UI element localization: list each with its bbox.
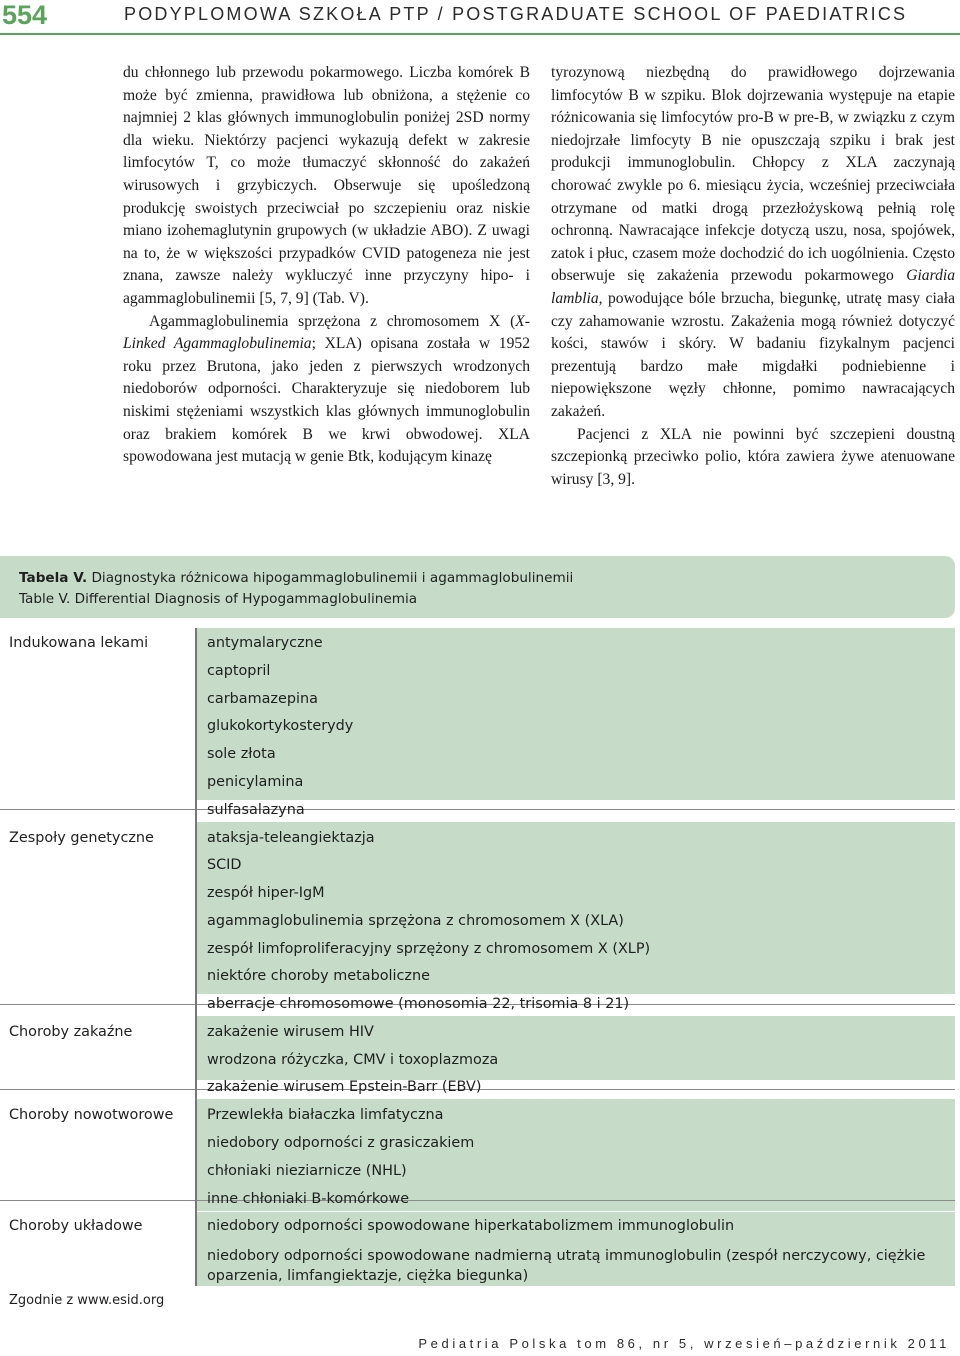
category-label: Choroby zakaźne (9, 1024, 133, 1040)
category-label: Choroby nowotworowe (9, 1107, 174, 1123)
paragraph-cvid: du chłonnego lub przewodu pokarmowego. Liczba komórek B może być zmienna, prawidłowa lub obniżona, a stężenie co najmniej 2 klas głównych immunoglobulin poniżej 2SD normy dla wieku. Niektórzy pacjenci wykazują defekt w zakresie limfocytów T, co może tłumaczyć skłonność do zakażeń wirusowych i grzybiczych. Obserwuje się upośledzoną produkcję swoistych przeciwciał po szczepieniu oraz niskie miano izohemaglutynin grupowych (w układzie ABO). Z uwagi na to, że w większości przypadków CVID patogeneza nie jest znana, zawsze należy wykluczyć inne przyczyny hipo- i agammaglobulinemii [5, 7, 9] (Tab. V). (123, 64, 530, 307)
table-item: zakażenie wirusem HIV (207, 1024, 374, 1040)
table-item: sole złota (207, 746, 276, 762)
table-item: niedobory odporności spowodowane nadmierną utratą immunoglobulin (zespół nerczycowy, ciężkie oparzenia, limfangiektazje, ciężka biegunka) (207, 1248, 926, 1284)
caption-english: Table V. Differential Diagnosis of Hypogammaglobulinemia (19, 591, 418, 607)
italic-term: Giardia lamblia (551, 267, 955, 307)
running-title: PODYPLOMOWA SZKOŁA PTP / POSTGRADUATE SCHOOL OF PAEDIATRICS (124, 4, 908, 24)
paragraph-xla-clinical (551, 62, 955, 424)
table-item: agammaglobulinemia sprzężona z chromosomem X (XLA) (207, 913, 624, 929)
differential-diagnosis-table (0, 628, 960, 1318)
table-item: ataksja-teleangiektazja (207, 830, 375, 846)
table-item: antymalaryczne (207, 635, 323, 651)
table-item: captopril (207, 663, 271, 679)
table-item: aberracje chromosomowe (monosomia 22, trisomia 8 i 21) (207, 996, 630, 1012)
table-item: niektóre choroby metaboliczne (207, 968, 430, 984)
items-box-drugs (196, 628, 955, 800)
text-run: tyrozynową niezbędną do prawidłowego dojrzewania limfocytów B w szpiku. Blok dojrzewania występuje na etapie różnicowania się limfocytów pro-B w pre-B, w związku z czym niedojrzałe limfocyty B nie opuszczają szpiku i brak jest produkcji immunoglobulin. Chłopcy z XLA zaczynają chorować zwykle po 6. miesiącu życia, wcześniej przeciwciała otrzymane od matki drogą przezłożyskową pełnią rolę ochronną. Nawracające infekcje dotyczą uszu, nosa, spojówek, zatok i płuc, czasem może dochodzić do ich uogólnienia. Często obserwuje się zakażenia przewodu pokarmowego (551, 64, 955, 285)
caption-polish (19, 570, 573, 586)
italic-term: X-Linked Agammaglobulinemia (123, 312, 530, 353)
text-run: ; XLA) opisana została w 1952 roku przez Brutona, jako jeden z pierwszych wrodzonych niedoborów odporności. Charakteryzuje się niedoborem lub niskimi stężeniami wszystkich klas głównych immunoglobulin oraz brakiem komórek B we krwi obwodowej. XLA spowodowana jest mutacją w genie Btk, kodującym kinazę (123, 335, 530, 466)
row-divider (0, 809, 955, 810)
caption-title-pl: Diagnostyka różnicowa hipogammaglobulinemii i agammaglobulinemii (91, 570, 574, 586)
table-item: inne chłoniaki B-komórkowe (207, 1191, 410, 1207)
table-item: sulfasalazyna (207, 802, 305, 818)
category-label: Choroby układowe (9, 1218, 143, 1234)
journal-footer: Pediatria Polska tom 86, nr 5, wrzesień–październik 2011 (418, 1336, 950, 1351)
table-item: chłoniaki nieziarnicze (NHL) (207, 1163, 407, 1179)
table-item: niedobory odporności spowodowane hiperkatabolizmem immunoglobulin (207, 1218, 735, 1234)
table-item: carbamazepina (207, 691, 318, 707)
page-header (0, 0, 960, 34)
table-item: zespół hiper-IgM (207, 885, 325, 901)
left-text-column (123, 62, 530, 469)
row-divider (0, 1200, 955, 1201)
table-item: wrodzona różyczka, CMV i toxoplazmoza (207, 1052, 499, 1068)
header-divider (0, 33, 960, 35)
table-item: SCID (207, 857, 242, 873)
table-caption (0, 556, 955, 618)
table-item: penicylamina (207, 774, 304, 790)
table-item: Przewlekła białaczka limfatyczna (207, 1107, 444, 1123)
page-number: 554 (2, 0, 48, 30)
table-item: zakażenie wirusem Epstein-Barr (EBV) (207, 1079, 482, 1095)
right-text-column (551, 62, 955, 491)
table-item: zespół limfoproliferacyjny sprzężony z chromosomem X (XLP) (207, 941, 651, 957)
text-run: , powodujące bóle brzucha, biegunkę, utratę masy ciała czy zahamowanie wzrostu. Zakażenia mogą również dotyczyć kości, stawów i skóry. W badaniu fizykalnym pacjenci prezentują bardzo małe migdałki podniebienne i niepowiększone węzły chłonne, pomimo nawracających zakażeń. (551, 289, 955, 420)
table-item: niedobory odporności z grasiczakiem (207, 1135, 475, 1151)
category-label: Zespoły genetyczne (9, 830, 154, 846)
paragraph-vaccination: Pacjenci z XLA nie powinni być szczepieni doustną szczepionką przeciwko polio, która zawiera żywe atenuowane wirusy [3, 9]. (551, 425, 955, 488)
column-divider (195, 628, 197, 1286)
table-source: Zgodnie z www.esid.org (9, 1293, 165, 1308)
caption-label: Tabela V. (19, 570, 88, 586)
category-label: Indukowana lekami (9, 635, 149, 651)
paragraph-xla-intro (123, 311, 530, 469)
text-run: Agammaglobulinemia sprzężona z chromosomem X ( (149, 312, 516, 330)
table-item: glukokortykosterydy (207, 718, 354, 734)
